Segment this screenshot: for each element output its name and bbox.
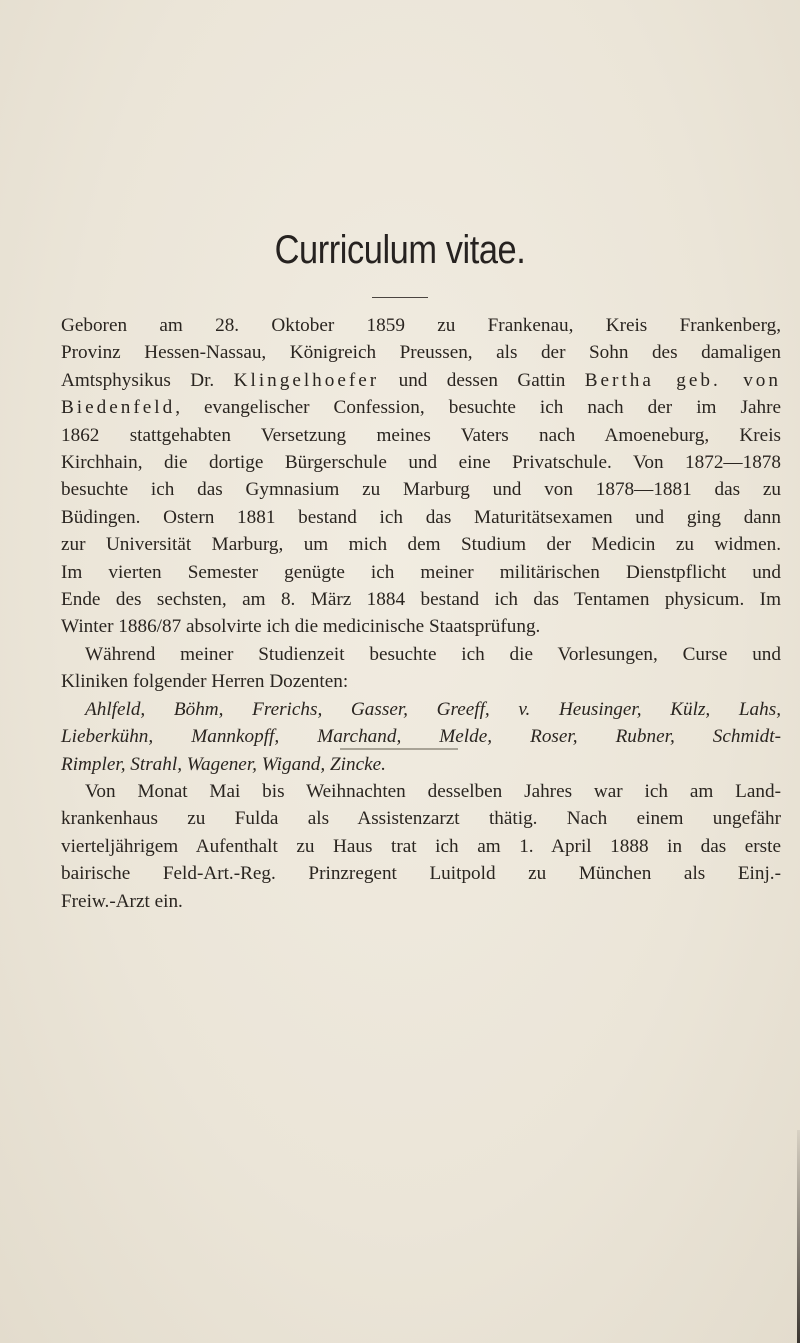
text-line xyxy=(61,860,781,887)
text-line xyxy=(61,696,781,723)
text-line xyxy=(61,833,781,860)
text-segment: Während meiner Studienzeit besuchte ich die Vorlesungen, Curse und xyxy=(85,643,781,665)
text-segment: Amtsphysikus Dr. xyxy=(61,369,234,391)
text-segment: und dessen Gattin xyxy=(379,369,585,391)
name-spaced: Bertha geb. von xyxy=(584,369,781,391)
text-line xyxy=(61,339,781,366)
text-segment: Kliniken folgender Herren Dozenten: xyxy=(61,671,349,693)
text-line xyxy=(61,531,781,558)
text-line xyxy=(61,586,781,613)
text-line xyxy=(61,312,781,339)
text-segment: bairische Feld-Art.-Reg. Prinzregent Luitpold zu München als Einj.- xyxy=(61,863,781,885)
end-rule xyxy=(340,748,458,750)
text-segment: Büdingen. Ostern 1881 bestand ich das Maturitätsexamen und ging dann xyxy=(61,506,781,528)
text-segment: Im vierten Semester genügte ich meiner militärischen Dienstpflicht und xyxy=(61,561,781,583)
text-line xyxy=(61,668,781,695)
text-segment: Lieberkühn, Mannkopff, Marchand, Melde, Roser, Rubner, Schmidt- xyxy=(61,726,781,748)
text-segment: krankenhaus zu Fulda als Assistenzarzt thätig. Nach einem ungefähr xyxy=(61,808,781,830)
text-line xyxy=(61,805,781,832)
text-segment: besuchte ich das Gymnasium zu Marburg und von 1878—1881 das zu xyxy=(61,479,781,501)
text-line xyxy=(61,723,781,750)
text-segment: Winter 1886/87 absolvirte ich die medicinische Staatsprüfung. xyxy=(61,616,541,638)
text-segment: , evangelischer Confession, besuchte ich nach der im Jahre xyxy=(175,397,781,419)
text-segment: zur Universität Marburg, um mich dem Studium der Medicin zu widmen. xyxy=(61,534,781,556)
text-line xyxy=(61,394,781,421)
text-line xyxy=(61,422,781,449)
text-segment: Von Monat Mai bis Weihnachten desselben Jahres war ich am Land- xyxy=(85,780,781,802)
text-line xyxy=(61,888,781,915)
text-segment: vierteljährigem Aufenthalt zu Haus trat ich am 1. April 1888 in das erste xyxy=(61,835,781,857)
text-line xyxy=(61,778,781,805)
text-segment: Ende des sechsten, am 8. März 1884 bestand ich das Tentamen physicum. Im xyxy=(61,589,781,611)
text-line xyxy=(61,449,781,476)
text-line xyxy=(61,504,781,531)
text-segment: Ahlfeld, Böhm, Frerichs, Gasser, Greeff, v. Heusinger, Külz, Lahs, xyxy=(85,698,781,720)
text-line xyxy=(61,476,781,503)
text-line xyxy=(61,751,781,778)
text-segment: Provinz Hessen-Nassau, Königreich Preussen, als der Sohn des damaligen xyxy=(61,342,781,364)
name-spaced: Klingelhoefer xyxy=(233,369,380,391)
text-segment: Kirchhain, die dortige Bürgerschule und eine Privatschule. Von 1872—1878 xyxy=(61,452,781,474)
name-spaced: Biedenfeld xyxy=(61,397,176,419)
text-segment: Rimpler, Strahl, Wagener, Wigand, Zincke. xyxy=(61,753,386,775)
text-line xyxy=(61,559,781,586)
body-text xyxy=(61,312,781,915)
document-title: Curriculum vitae. xyxy=(274,228,526,272)
text-segment: 1862 stattgehabten Versetzung meines Vaters nach Amoeneburg, Kreis xyxy=(61,424,781,446)
text-line xyxy=(61,367,781,394)
text-line xyxy=(61,613,781,640)
text-line xyxy=(61,641,781,668)
text-segment: Freiw.-Arzt ein. xyxy=(61,890,183,912)
title-rule xyxy=(372,297,428,298)
text-segment: Geboren am 28. Oktober 1859 zu Frankenau, Kreis Frankenberg, xyxy=(61,315,781,336)
